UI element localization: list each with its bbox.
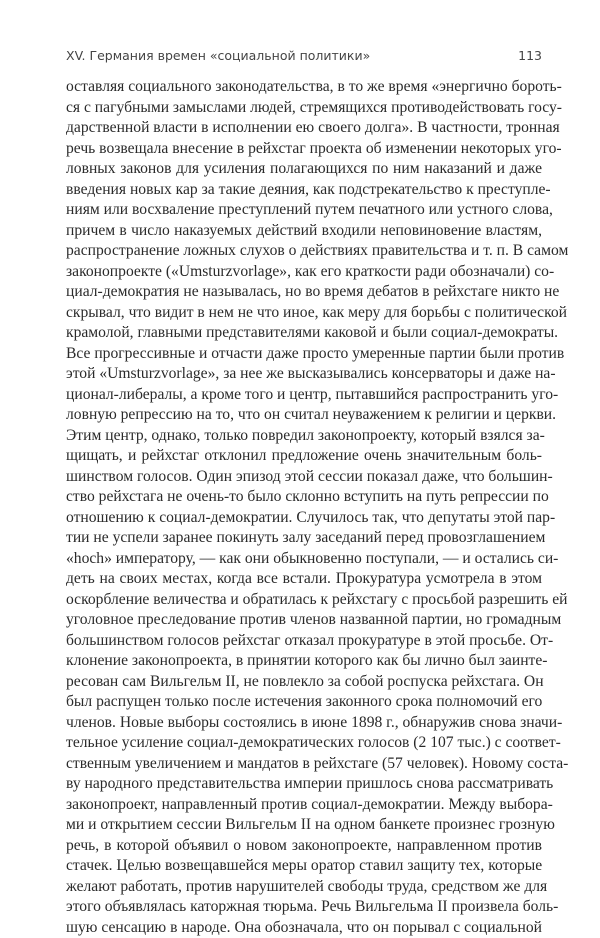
text-line: этого объявлялась каторжная тюрьма. Речь Вильгельма II произвела боль-: [66, 897, 542, 918]
text-line: деть на своих местах, когда все встали. Прокуратура усмотрела в этом: [66, 569, 542, 590]
text-line: Этим центр, однако, только повредил законопроекту, который взялся за-: [66, 426, 542, 447]
text-line: законопроекте («Umsturzvorlage», как его краткости ради обозначали) со-: [66, 262, 542, 283]
body-text: [66, 77, 542, 938]
text-line: ми и открытием сессии Вильгельм II на одном банкете произнес грозную: [66, 815, 542, 836]
text-line: причем в число наказуемых действий входили неповиновение властям,: [66, 221, 542, 242]
text-line: ство рейхстага не очень-то было склонно вступить на путь репрессии по: [66, 487, 542, 508]
text-line: оставляя социального законодательства, в то же время «энергично бороть-: [66, 77, 542, 98]
text-line: тии не успели заранее покинуть залу заседаний перед провозглашением: [66, 528, 542, 549]
text-line: «hoch» императору, — как они обыкновенно поступали, — и остались си-: [66, 549, 542, 570]
text-line: ловных законов для усиления полагающихся по ним наказаний и даже: [66, 159, 542, 180]
page-number: 113: [518, 48, 542, 63]
text-line: скрывал, что видит в нем не что иное, как меру для борьбы с политической: [66, 303, 542, 324]
text-line: ву народного представительства империи пришлось снова рассматривать: [66, 774, 542, 795]
running-header: [66, 48, 542, 66]
text-line: крамолой, главными представителями каковой и были социал-демократы.: [66, 323, 542, 344]
text-line: ственным увеличением и мандатов в рейхстаге (57 человек). Новому соста-: [66, 754, 542, 775]
text-line: этой «Umsturzvorlage», за нее же высказывались консерваторы и даже на-: [66, 364, 542, 385]
text-line: желают работать, против нарушителей свободы труда, средством же для: [66, 877, 542, 898]
text-line: Все прогрессивные и отчасти даже просто умеренные партии были против: [66, 344, 542, 365]
text-line: клонение законопроекта, в принятии которого как бы лично был заинте-: [66, 651, 542, 672]
text-line: членов. Новые выборы состоялись в июне 1898 г., обнаружив снова значи-: [66, 713, 542, 734]
text-line: ся с пагубными замыслами людей, стремящихся противодействовать госу-: [66, 98, 542, 119]
text-line: стачек. Целью возвещавшейся меры оратор ставил защиту тех, которые: [66, 856, 542, 877]
text-line: речь, в которой объявил о новом законопроекте, направленном против: [66, 836, 542, 857]
text-line: шую сенсацию в народе. Она обозначала, что он порывал с социальной: [66, 918, 542, 938]
text-line: распространение ложных слухов о действиях правительства и т. п. В самом: [66, 241, 542, 262]
text-line: был распущен только после истечения законного срока полномочий его: [66, 692, 542, 713]
text-line: большинством голосов рейхстаг отказал прокуратуре в этой просьбе. От-: [66, 631, 542, 652]
text-line: ниям или восхваление преступлений путем печатного или устного слова,: [66, 200, 542, 221]
text-line: оскорбление величества и обратилась к рейхстагу с просьбой разрешить ей: [66, 590, 542, 611]
text-line: ловную репрессию на то, что он считал неуважением к религии и церкви.: [66, 405, 542, 426]
text-line: ционал-либералы, а кроме того и центр, пытавшийся распространить уго-: [66, 385, 542, 406]
text-line: тельное усиление социал-демократических голосов (2 107 тыс.) с соответ-: [66, 733, 542, 754]
text-line: шинством голосов. Один эпизод этой сессии показал даже, что большин-: [66, 467, 542, 488]
text-line: щищать, и рейхстаг отклонил предложение очень значительным боль-: [66, 446, 542, 467]
text-line: отношению к социал-демократии. Случилось так, что депутаты этой пар-: [66, 508, 542, 529]
text-line: законопроект, направленный против социал-демократии. Между выбора-: [66, 795, 542, 816]
text-line: введения новых кар за такие деяния, как подстрекательство к преступле-: [66, 180, 542, 201]
text-line: циал-демократия не называлась, но во время дебатов в рейхстаге никто не: [66, 282, 542, 303]
chapter-title: XV. Германия времен «социальной политики»: [66, 48, 370, 63]
text-line: ресован сам Вильгельм II, не повлекло за собой роспуска рейхстага. Он: [66, 672, 542, 693]
text-line: речь возвещала внесение в рейхстаг проекта об изменении некоторых уго-: [66, 139, 542, 160]
text-line: уголовное преследование против членов названной партии, но громадным: [66, 610, 542, 631]
text-line: дарственной власти в исполнении ею своего долга». В частности, тронная: [66, 118, 542, 139]
